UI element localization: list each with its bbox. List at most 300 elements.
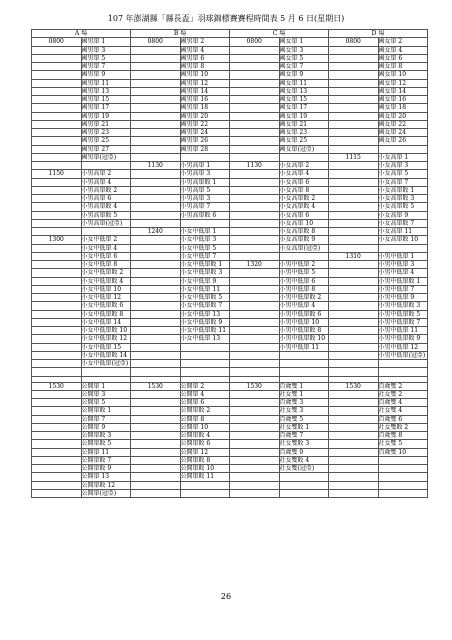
start-time-cell: 0800 xyxy=(131,38,181,46)
start-time-cell xyxy=(131,448,181,456)
start-time-cell xyxy=(329,277,379,285)
start-time-cell xyxy=(32,112,82,120)
start-time-cell xyxy=(32,368,82,376)
start-time-cell xyxy=(131,79,181,87)
match-name-cell: 國女單 5 xyxy=(279,54,329,62)
match-name-cell xyxy=(378,481,428,489)
start-time-cell xyxy=(32,351,82,359)
start-time-cell xyxy=(230,120,280,128)
start-time-cell xyxy=(329,489,379,497)
match-name-cell: 公開單 4 xyxy=(180,390,230,398)
match-name-cell: 小女高單 5 xyxy=(378,170,428,178)
match-name-cell: 國男單 8 xyxy=(180,63,230,71)
start-time-cell xyxy=(329,440,379,448)
start-time-cell: 1150 xyxy=(32,170,82,178)
start-time-cell xyxy=(329,310,379,318)
match-name-cell: 小男高單 4 xyxy=(81,178,131,186)
start-time-cell xyxy=(32,244,82,252)
match-row xyxy=(32,318,428,326)
match-name-cell: 國男單 14 xyxy=(180,87,230,95)
match-row xyxy=(32,112,428,120)
start-time-cell xyxy=(230,360,280,368)
match-row xyxy=(32,360,428,368)
start-time-cell xyxy=(131,351,181,359)
match-name-cell xyxy=(378,489,428,497)
start-time-cell xyxy=(131,46,181,54)
start-time-cell xyxy=(329,71,379,79)
match-row xyxy=(32,252,428,260)
start-time-cell xyxy=(131,178,181,186)
start-time-cell xyxy=(230,294,280,302)
start-time-cell xyxy=(32,211,82,219)
match-name-cell: 國男單 2 xyxy=(180,38,230,46)
match-name-cell: 小男中低單敗 1 xyxy=(378,277,428,285)
match-name-cell: 小女中低單 1 xyxy=(180,228,230,236)
match-name-cell: 小男中低單敗 10 xyxy=(279,335,329,343)
match-name-cell: 小男高單 3 xyxy=(180,170,230,178)
start-time-cell xyxy=(230,269,280,277)
match-name-cell: 國女單 11 xyxy=(279,79,329,87)
start-time-cell xyxy=(131,456,181,464)
match-name-cell xyxy=(279,351,329,359)
match-row xyxy=(32,351,428,359)
start-time-cell xyxy=(32,63,82,71)
start-time-cell xyxy=(329,368,379,376)
start-time-cell xyxy=(230,104,280,112)
start-time-cell xyxy=(230,407,280,415)
start-time-cell xyxy=(230,390,280,398)
match-name-cell: 小女中低單 7 xyxy=(180,252,230,260)
match-name-cell: 國女單 26 xyxy=(378,137,428,145)
court-d-header: D 場 xyxy=(329,30,428,38)
start-time-cell xyxy=(230,79,280,87)
start-time-cell xyxy=(329,456,379,464)
start-time-cell xyxy=(131,120,181,128)
match-name-cell: 小男高單 5 xyxy=(180,186,230,194)
match-name-cell: 小女中低單敗 4 xyxy=(81,277,131,285)
match-row xyxy=(32,302,428,310)
start-time-cell xyxy=(230,310,280,318)
start-time-cell: 1115 xyxy=(329,153,379,161)
match-name-cell: 國男單 12 xyxy=(180,79,230,87)
match-name-cell: 社女雙敗 3 xyxy=(279,440,329,448)
match-name-cell: 公開單 5 xyxy=(81,399,131,407)
start-time-cell xyxy=(32,129,82,137)
start-time-cell xyxy=(230,244,280,252)
match-name-cell: 小女高單 10 xyxy=(279,219,329,227)
match-name-cell: 公開單敗 3 xyxy=(81,432,131,440)
start-time-cell xyxy=(329,79,379,87)
court-b-header: B 場 xyxy=(131,30,230,38)
match-name-cell: 社女雙(冠亞) xyxy=(279,465,329,473)
court-a-header: A 場 xyxy=(32,30,131,38)
match-name-cell: 國男單 4 xyxy=(180,46,230,54)
match-name-cell: 小女高單 4 xyxy=(279,170,329,178)
start-time-cell xyxy=(32,285,82,293)
start-time-cell xyxy=(131,368,181,376)
start-time-cell xyxy=(230,473,280,481)
start-time-cell xyxy=(32,104,82,112)
match-name-cell xyxy=(279,473,329,481)
start-time-cell xyxy=(32,252,82,260)
match-row xyxy=(32,178,428,186)
start-time-cell xyxy=(131,335,181,343)
match-name-cell: 國女單 21 xyxy=(279,120,329,128)
match-name-cell: 國女單 14 xyxy=(378,87,428,95)
match-name-cell: 小女中低單 13 xyxy=(180,310,230,318)
match-name-cell: 公開單 6 xyxy=(180,399,230,407)
match-name-cell: 公開單 3 xyxy=(81,390,131,398)
start-time-cell xyxy=(32,335,82,343)
match-name-cell: 小女高單 6 xyxy=(279,178,329,186)
match-name-cell: 小女高單敗 1 xyxy=(378,186,428,194)
page-title: 107 年澎湖縣「縣長盃」羽球錦標賽賽程時間表 5 月 6 日(星期日) xyxy=(107,14,345,23)
start-time-cell xyxy=(32,473,82,481)
match-name-cell: 國女單 19 xyxy=(279,112,329,120)
match-name-cell: 國男單(冠亞) xyxy=(81,153,131,161)
match-name-cell: 國男單 17 xyxy=(81,104,131,112)
start-time-cell xyxy=(329,327,379,335)
start-time-cell xyxy=(230,368,280,376)
start-time-cell xyxy=(230,343,280,351)
start-time-cell xyxy=(329,343,379,351)
match-name-cell: 小女中低單 6 xyxy=(81,252,131,260)
start-time-cell xyxy=(329,120,379,128)
match-name-cell: 小女高單敗 3 xyxy=(378,195,428,203)
match-name-cell: 國男單 23 xyxy=(81,129,131,137)
start-time-cell xyxy=(230,335,280,343)
match-name-cell: 小男中低單 9 xyxy=(378,294,428,302)
match-name-cell: 國女單 10 xyxy=(378,71,428,79)
match-name-cell: 小女中低單敗 7 xyxy=(180,302,230,310)
start-time-cell xyxy=(329,63,379,71)
match-name-cell: 小男中低單 4 xyxy=(279,302,329,310)
start-time-cell xyxy=(329,211,379,219)
match-name-cell: 國男單 5 xyxy=(81,54,131,62)
start-time-cell xyxy=(32,448,82,456)
match-name-cell: 小女中低單 15 xyxy=(81,343,131,351)
match-name-cell: 國女單 7 xyxy=(279,63,329,71)
match-name-cell: 小女高單敗 5 xyxy=(378,203,428,211)
match-name-cell: 國男單 28 xyxy=(180,145,230,153)
start-time-cell xyxy=(329,162,379,170)
start-time-cell xyxy=(32,46,82,54)
match-name-cell: 小女中低單 9 xyxy=(180,277,230,285)
start-time-cell xyxy=(131,343,181,351)
match-name-cell: 小男中低單敗 3 xyxy=(378,302,428,310)
match-name-cell: 國女單 8 xyxy=(378,63,428,71)
start-time-cell xyxy=(131,277,181,285)
match-row xyxy=(32,407,428,415)
start-time-cell xyxy=(230,399,280,407)
match-name-cell: 國男單 10 xyxy=(180,71,230,79)
match-row xyxy=(32,335,428,343)
match-name-cell: 小女中低單 3 xyxy=(180,236,230,244)
court-header-row xyxy=(32,30,428,38)
match-name-cell: 小男高單 1 xyxy=(180,162,230,170)
match-name-cell xyxy=(378,368,428,376)
court-c-header: C 場 xyxy=(230,30,329,38)
match-name-cell: 小女高單 7 xyxy=(378,178,428,186)
match-name-cell: 百歲雙 9 xyxy=(279,448,329,456)
match-row xyxy=(32,473,428,481)
start-time-cell xyxy=(329,285,379,293)
start-time-cell xyxy=(230,129,280,137)
start-time-cell xyxy=(329,473,379,481)
match-name-cell: 百歲雙 1 xyxy=(279,382,329,390)
start-time-cell xyxy=(230,112,280,120)
match-name-cell: 小女中低單敗 5 xyxy=(180,294,230,302)
start-time-cell xyxy=(230,440,280,448)
start-time-cell xyxy=(32,54,82,62)
match-name-cell: 公開單敗 6 xyxy=(180,440,230,448)
start-time-cell xyxy=(32,153,82,161)
start-time-cell xyxy=(329,178,379,186)
match-name-cell xyxy=(180,368,230,376)
start-time-cell xyxy=(329,203,379,211)
match-name-cell: 國男單 20 xyxy=(180,112,230,120)
match-name-cell: 小女中低單 11 xyxy=(180,285,230,293)
match-name-cell: 小男中低單敗 6 xyxy=(279,310,329,318)
start-time-cell xyxy=(329,360,379,368)
match-row xyxy=(32,71,428,79)
match-name-cell: 公開單敗 12 xyxy=(81,481,131,489)
start-time-cell xyxy=(131,440,181,448)
match-row xyxy=(32,448,428,456)
start-time-cell xyxy=(32,120,82,128)
start-time-cell xyxy=(230,489,280,497)
match-name-cell: 百歲雙 7 xyxy=(279,432,329,440)
match-name-cell: 百歲雙 8 xyxy=(378,432,428,440)
match-row xyxy=(32,489,428,497)
match-name-cell: 社女雙 2 xyxy=(378,390,428,398)
match-row xyxy=(32,137,428,145)
start-time-cell: 1300 xyxy=(32,236,82,244)
start-time-cell xyxy=(131,211,181,219)
start-time-cell xyxy=(131,236,181,244)
start-time-cell xyxy=(131,244,181,252)
start-time-cell xyxy=(329,423,379,431)
start-time-cell xyxy=(230,228,280,236)
match-row xyxy=(32,244,428,252)
match-name-cell: 小女中低單敗 8 xyxy=(81,310,131,318)
match-name-cell: 小男中低單敗 5 xyxy=(378,310,428,318)
start-time-cell xyxy=(329,244,379,252)
start-time-cell xyxy=(329,236,379,244)
match-row xyxy=(32,456,428,464)
match-name-cell: 公開單敗 5 xyxy=(81,440,131,448)
start-time-cell xyxy=(230,302,280,310)
match-name-cell: 小女中低單敗 10 xyxy=(81,327,131,335)
start-time-cell xyxy=(329,399,379,407)
start-time-cell xyxy=(230,277,280,285)
match-name-cell: 公開單敗 2 xyxy=(180,407,230,415)
match-name-cell: 國男單 6 xyxy=(180,54,230,62)
match-name-cell: 小女高單 9 xyxy=(378,211,428,219)
start-time-cell: 1240 xyxy=(131,228,181,236)
match-row xyxy=(32,87,428,95)
match-name-cell xyxy=(81,162,131,170)
match-name-cell: 小男中低單 8 xyxy=(279,285,329,293)
match-name-cell: 小男高單 3 xyxy=(180,195,230,203)
match-name-cell: 小男中低單 5 xyxy=(279,269,329,277)
match-row xyxy=(32,440,428,448)
match-name-cell: 國女單 12 xyxy=(378,79,428,87)
match-row xyxy=(32,261,428,269)
match-row xyxy=(32,211,428,219)
match-name-cell: 小男中低單 1 xyxy=(378,252,428,260)
match-name-cell xyxy=(378,456,428,464)
match-name-cell: 國男單 21 xyxy=(81,120,131,128)
start-time-cell xyxy=(32,277,82,285)
start-time-cell xyxy=(230,178,280,186)
match-row xyxy=(32,228,428,236)
match-name-cell: 小女中低單敗 9 xyxy=(180,318,230,326)
match-row xyxy=(32,195,428,203)
match-name-cell: 公開單敗 10 xyxy=(180,465,230,473)
match-name-cell: 小男中低單 7 xyxy=(378,285,428,293)
start-time-cell xyxy=(32,219,82,227)
start-time-cell xyxy=(131,432,181,440)
start-time-cell xyxy=(230,351,280,359)
start-time-cell xyxy=(329,145,379,153)
match-name-cell: 小男中低單敗 9 xyxy=(378,335,428,343)
match-name-cell: 小男中低單(冠亞) xyxy=(378,351,428,359)
start-time-cell xyxy=(131,145,181,153)
match-name-cell xyxy=(180,360,230,368)
start-time-cell xyxy=(131,285,181,293)
match-row xyxy=(32,310,428,318)
match-name-cell: 國男單 1 xyxy=(81,38,131,46)
match-name-cell: 小男高單敗 1 xyxy=(180,178,230,186)
match-name-cell: 國男單 25 xyxy=(81,137,131,145)
start-time-cell xyxy=(329,481,379,489)
start-time-cell xyxy=(230,432,280,440)
start-time-cell xyxy=(329,228,379,236)
match-name-cell: 百歲雙 3 xyxy=(279,399,329,407)
match-row xyxy=(32,120,428,128)
match-name-cell: 公開單 1 xyxy=(81,382,131,390)
start-time-cell xyxy=(131,96,181,104)
match-name-cell: 社女雙 1 xyxy=(279,390,329,398)
start-time-cell xyxy=(230,252,280,260)
match-name-cell: 公開單敗 9 xyxy=(81,465,131,473)
match-name-cell: 小女高單 8 xyxy=(279,186,329,194)
start-time-cell xyxy=(131,302,181,310)
match-row xyxy=(32,104,428,112)
start-time-cell: 1530 xyxy=(230,382,280,390)
match-name-cell: 小男高單敗 4 xyxy=(81,203,131,211)
match-name-cell: 小女高單 1 xyxy=(378,153,428,161)
match-name-cell: 小女中低單 10 xyxy=(81,285,131,293)
start-time-cell: 1310 xyxy=(329,252,379,260)
match-name-cell: 小女高單敗 4 xyxy=(279,203,329,211)
match-name-cell: 百歲雙 6 xyxy=(378,415,428,423)
match-row xyxy=(32,46,428,54)
start-time-cell: 1530 xyxy=(131,382,181,390)
match-name-cell: 社女雙 3 xyxy=(279,407,329,415)
match-name-cell: 小女中低單 5 xyxy=(180,244,230,252)
start-time-cell xyxy=(329,137,379,145)
match-name-cell: 國女單 6 xyxy=(378,54,428,62)
match-name-cell xyxy=(279,368,329,376)
start-time-cell xyxy=(329,269,379,277)
match-name-cell xyxy=(180,343,230,351)
start-time-cell xyxy=(32,162,82,170)
start-time-cell xyxy=(32,360,82,368)
match-name-cell: 小男中低單 3 xyxy=(378,261,428,269)
start-time-cell xyxy=(32,186,82,194)
start-time-cell xyxy=(230,96,280,104)
match-name-cell: 國女單 4 xyxy=(378,46,428,54)
start-time-cell xyxy=(131,407,181,415)
start-time-cell xyxy=(32,178,82,186)
match-row xyxy=(32,327,428,335)
start-time-cell xyxy=(329,390,379,398)
match-name-cell: 小女中低單 12 xyxy=(81,294,131,302)
start-time-cell xyxy=(230,63,280,71)
match-name-cell: 小男中低單 2 xyxy=(279,261,329,269)
match-row xyxy=(32,162,428,170)
match-name-cell: 國女單(冠亞) xyxy=(279,145,329,153)
match-name-cell xyxy=(180,351,230,359)
match-name-cell: 國女單 20 xyxy=(378,112,428,120)
start-time-cell xyxy=(230,285,280,293)
start-time-cell xyxy=(230,54,280,62)
match-row xyxy=(32,236,428,244)
start-time-cell xyxy=(230,219,280,227)
match-name-cell xyxy=(180,219,230,227)
start-time-cell xyxy=(329,302,379,310)
start-time-cell xyxy=(131,170,181,178)
match-name-cell: 國女單 13 xyxy=(279,87,329,95)
match-name-cell: 社女雙敗 1 xyxy=(279,423,329,431)
match-name-cell: 小男中低單 12 xyxy=(378,343,428,351)
start-time-cell xyxy=(329,186,379,194)
start-time-cell xyxy=(32,195,82,203)
start-time-cell xyxy=(131,63,181,71)
start-time-cell xyxy=(131,318,181,326)
match-name-cell: 小女中低單敗 6 xyxy=(81,302,131,310)
start-time-cell xyxy=(131,129,181,137)
start-time-cell: 1130 xyxy=(230,162,280,170)
start-time-cell xyxy=(329,261,379,269)
match-name-cell: 國女單 22 xyxy=(378,120,428,128)
match-name-cell: 小女中低單敗 1 xyxy=(180,261,230,269)
match-name-cell xyxy=(81,368,131,376)
start-time-cell xyxy=(230,448,280,456)
match-name-cell: 國女單 25 xyxy=(279,137,329,145)
match-name-cell: 小女高單 3 xyxy=(378,162,428,170)
match-name-cell: 小男中低單 10 xyxy=(279,318,329,326)
start-time-cell xyxy=(32,318,82,326)
match-name-cell: 社女雙敗 4 xyxy=(279,456,329,464)
start-time-cell: 1130 xyxy=(131,162,181,170)
match-name-cell xyxy=(378,244,428,252)
start-time-cell xyxy=(329,96,379,104)
start-time-cell xyxy=(32,145,82,153)
match-row xyxy=(32,432,428,440)
match-name-cell: 小男中低單 11 xyxy=(279,343,329,351)
match-name-cell: 公開單 8 xyxy=(180,415,230,423)
start-time-cell: 0800 xyxy=(230,38,280,46)
start-time-cell xyxy=(131,137,181,145)
match-name-cell xyxy=(378,145,428,153)
start-time-cell xyxy=(329,219,379,227)
start-time-cell xyxy=(329,54,379,62)
match-name-cell xyxy=(180,489,230,497)
match-name-cell xyxy=(279,489,329,497)
